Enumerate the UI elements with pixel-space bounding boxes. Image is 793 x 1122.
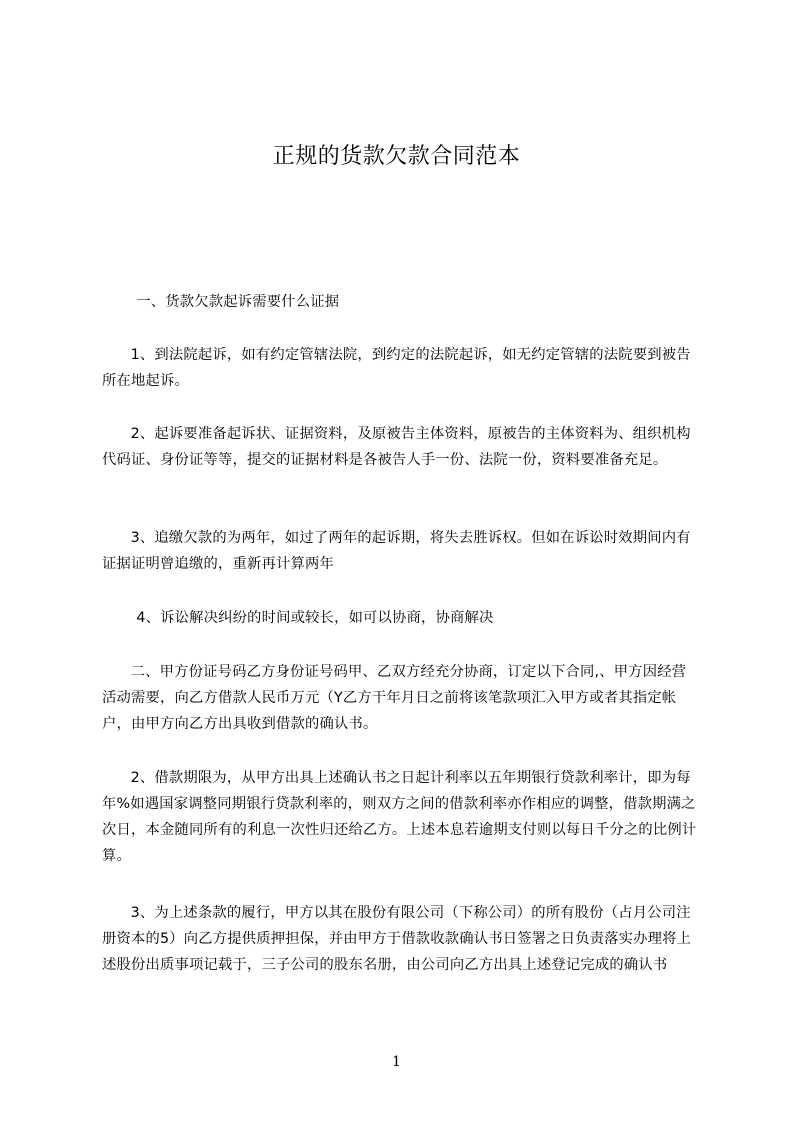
paragraph-negotiation: 4、诉讼解决纠纷的时间或较长，如可以协商，协商解决 <box>136 610 494 626</box>
paragraph-filing-materials: 2、起诉要准备起诉状、证据资料，及原被告主体资料，原被告的主体资料为、组织机构代码证、身份证等等，提交的证据材料是各被告人手一份、法院一份，资料要准备充足。 <box>102 426 691 468</box>
paragraph-loan-term: 2、借款期限为，从甲方出具上述确认书之日起计利率以五年期银行贷款利率计，即为每年%如遇国家调整同期银行贷款利率的，则双方之间的借款利率亦作相应的调整，借款期满之次日，本金随同所有的利息一次性归还给乙方。上述本息若逾期支付则以每日千分之的比例计算。 <box>102 770 697 864</box>
page-number: 1 <box>392 1054 401 1070</box>
section-heading-contract: 二、甲方份证号码乙方身份证号码甲、乙双方经充分协商，订定以下合同,、甲方因经营活动需要，向乙方借款人民币万元（Y乙方干年月日之前将该笔款项汇入甲方或者其指定帐户，由甲方向乙方出具收到借款的确认书。 <box>102 664 687 732</box>
paragraph-court-jurisdiction: 1、到法院起诉，如有约定管辖法院，到约定的法院起诉，如无约定管辖的法院要到被告所在地起诉。 <box>102 347 691 389</box>
document-title: 正规的货款欠款合同范本 <box>272 144 521 169</box>
paragraph-limitation-period: 3、追缴欠款的为两年，如过了两年的起诉期，将失去胜诉权。但如在诉讼时效期间内有证据证明曾追缴的，重新再计算两年 <box>102 530 691 572</box>
paragraph-pledge-guarantee: 3、为上述条款的履行，甲方以其在股份有限公司（下称公司）的所有股份（占月公司注册资本的5）向乙方提供质押担保，并由甲方于借款收款确认书日签署之日负责落实办理将上述股份出质事项记载于，三子公司的股东名册，由公司向乙方出具上述登记完成的确认书 <box>102 905 692 973</box>
section-heading-evidence: 一、货款欠款起诉需要什么证据 <box>136 294 340 310</box>
